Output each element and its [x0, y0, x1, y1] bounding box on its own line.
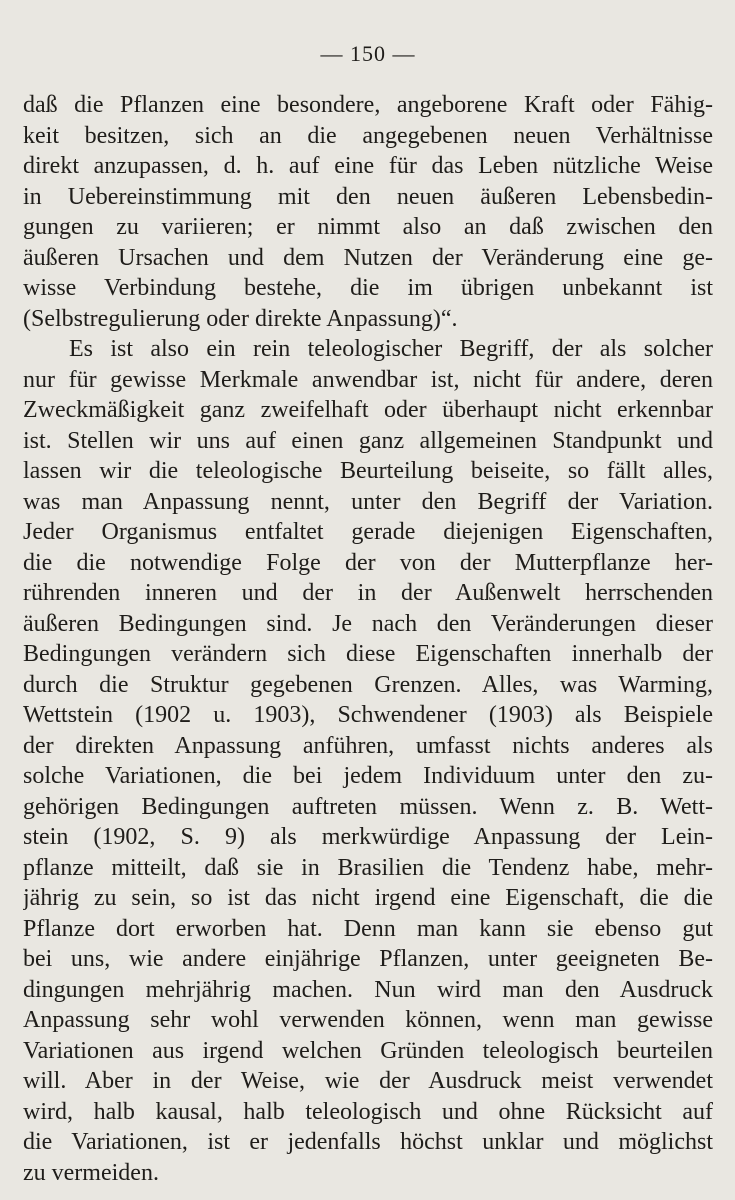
text-line: direkt anzupassen, d. h. auf eine für das Leben nützliche Weise — [23, 153, 713, 179]
text-line: stein (1902, S. 9) als merkwürdige Anpassung der Lein- — [23, 824, 713, 850]
text-line: Wettstein (1902 u. 1903), Schwendener (1903) als Beispiele — [23, 702, 713, 728]
text-line: Jeder Organismus entfaltet gerade diejenigen Eigenschaften, — [23, 519, 713, 545]
text-line: pflanze mitteilt, daß sie in Brasilien die Tendenz habe, mehr- — [23, 854, 713, 881]
text-line: rührenden inneren und der in der Außenwelt herrschenden — [23, 580, 713, 606]
text-line: Pflanze dort erworben hat. Denn man kann sie ebenso gut — [23, 915, 713, 942]
text-line: keit besitzen, sich an die angegebenen neuen Verhältnisse — [23, 122, 713, 149]
text-line: die Variationen, ist er jedenfalls höchst unklar und möglichst — [23, 1129, 713, 1155]
paragraph-1 — [23, 90, 713, 334]
text-line: Zweckmäßigkeit ganz zweifelhaft oder überhaupt nicht erkennbar — [23, 397, 713, 423]
text-line: (Selbstregulierung oder direkte Anpassung)“. — [23, 305, 458, 332]
text-line: in Uebereinstimmung mit den neuen äußeren Lebensbedin- — [23, 183, 713, 210]
paragraph-2 — [23, 334, 713, 1188]
text-line: Bedingungen verändern sich diese Eigenschaften innerhalb der — [23, 641, 713, 667]
text-line: äußeren Ursachen und dem Nutzen der Veränderung eine ge- — [23, 244, 713, 271]
text-line: Anpassung sehr wohl verwenden können, wenn man gewisse — [23, 1007, 713, 1033]
page-number: — 150 — — [320, 41, 416, 66]
text-line: will. Aber in der Weise, wie der Ausdruck meist verwendet — [23, 1068, 713, 1094]
text-line: ist. Stellen wir uns auf einen ganz allgemeinen Standpunkt und — [23, 427, 713, 454]
text-line: zu vermeiden. — [23, 1159, 159, 1186]
text-line: lassen wir die teleologische Beurteilung beiseite, so fällt alles, — [23, 458, 713, 484]
text-line: daß die Pflanzen eine besondere, angeborene Kraft oder Fähig- — [23, 92, 713, 118]
text-line: Variationen aus irgend welchen Gründen teleologisch beurteilen — [23, 1037, 713, 1064]
text-line: gungen zu variieren; er nimmt also an daß zwischen den — [23, 214, 713, 240]
text-line: wird, halb kausal, halb teleologisch und ohne Rücksicht auf — [23, 1098, 713, 1125]
text-line: der direkten Anpassung anführen, umfasst nichts anderes als — [23, 732, 713, 759]
text-line: was man Anpassung nennt, unter den Begriff der Variation. — [23, 488, 713, 515]
text-line: äußeren Bedingungen sind. Je nach den Veränderungen dieser — [23, 610, 713, 637]
text-line: wisse Verbindung bestehe, die im übrigen unbekannt ist — [23, 275, 713, 301]
text-line: solche Variationen, die bei jedem Individuum unter den zu- — [23, 763, 713, 789]
text-line: die die notwendige Folge der von der Mutterpflanze her- — [23, 549, 713, 576]
text-line: bei uns, wie andere einjährige Pflanzen, unter geeigneten Be- — [23, 946, 713, 972]
text-line: nur für gewisse Merkmale anwendbar ist, nicht für andere, deren — [23, 366, 713, 393]
text-line: dingungen mehrjährig machen. Nun wird man den Ausdruck — [23, 976, 713, 1003]
text-line: Es ist also ein rein teleologischer Begriff, der als solcher — [69, 336, 713, 362]
text-line: jährig zu sein, so ist das nicht irgend eine Eigenschaft, die die — [23, 885, 713, 911]
text-line: gehörigen Bedingungen auftreten müssen. Wenn z. B. Wett- — [23, 793, 713, 820]
text-line: durch die Struktur gegebenen Grenzen. Alles, was Warming, — [23, 671, 713, 698]
